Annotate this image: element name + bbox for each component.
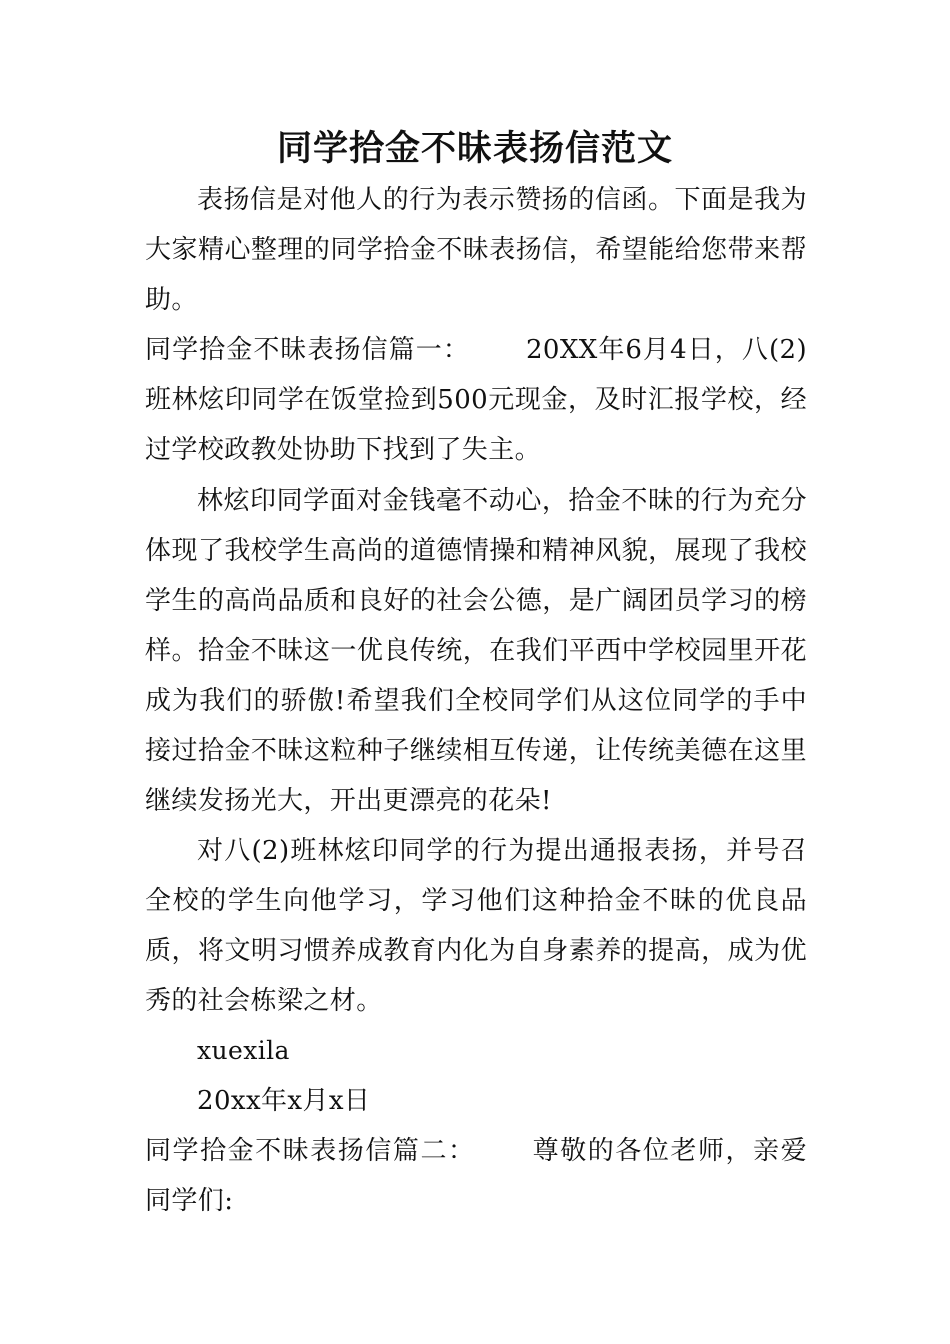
letter-one-heading: 同学拾金不昧表扬信篇一： [145, 335, 470, 365]
signature-line: xuexila [197, 1036, 290, 1065]
letter-one-text: 20XX年6月4日，八(2)班林炫印同学在饭堂捡到500元现金，及时汇报学校，经过学校政教处协助下找到了失主。 [145, 335, 807, 465]
date-line: 20xx年x月x日 [197, 1086, 371, 1116]
letter-two-paragraph [145, 1126, 807, 1226]
commendation-paragraph: 对八(2)班林炫印同学的行为提出通报表扬，并号召全校的学生向他学习，学习他们这种拾金不昧的优良品质，将文明习惯养成教育内化为自身素养的提高，成为优秀的社会栋梁之材。 [145, 836, 807, 1016]
document-title: 同学拾金不昧表扬信范文 [276, 129, 673, 169]
letter-one-paragraph [145, 325, 807, 475]
praise-paragraph: 林炫印同学面对金钱毫不动心，拾金不昧的行为充分体现了我校学生高尚的道德情操和精神风貌，展现了我校学生的高尚品质和良好的社会公德，是广阔团员学习的榜样。拾金不昧这一优良传统，在我们平西中学校园里开花成为我们的骄傲!希望我们全校同学们从这位同学的手中接过拾金不昧这粒种子继续相互传递，让传统美德在这里继续发扬光大，开出更漂亮的花朵! [145, 486, 807, 816]
letter-two-text: 尊敬的各位老师，亲爱同学们: [145, 1136, 807, 1216]
letter-two-heading: 同学拾金不昧表扬信篇二： [145, 1136, 476, 1166]
intro-paragraph: 表扬信是对他人的行为表示赞扬的信函。下面是我为大家精心整理的同学拾金不昧表扬信，希望能给您带来帮助。 [145, 185, 807, 315]
document-body [145, 175, 807, 1226]
